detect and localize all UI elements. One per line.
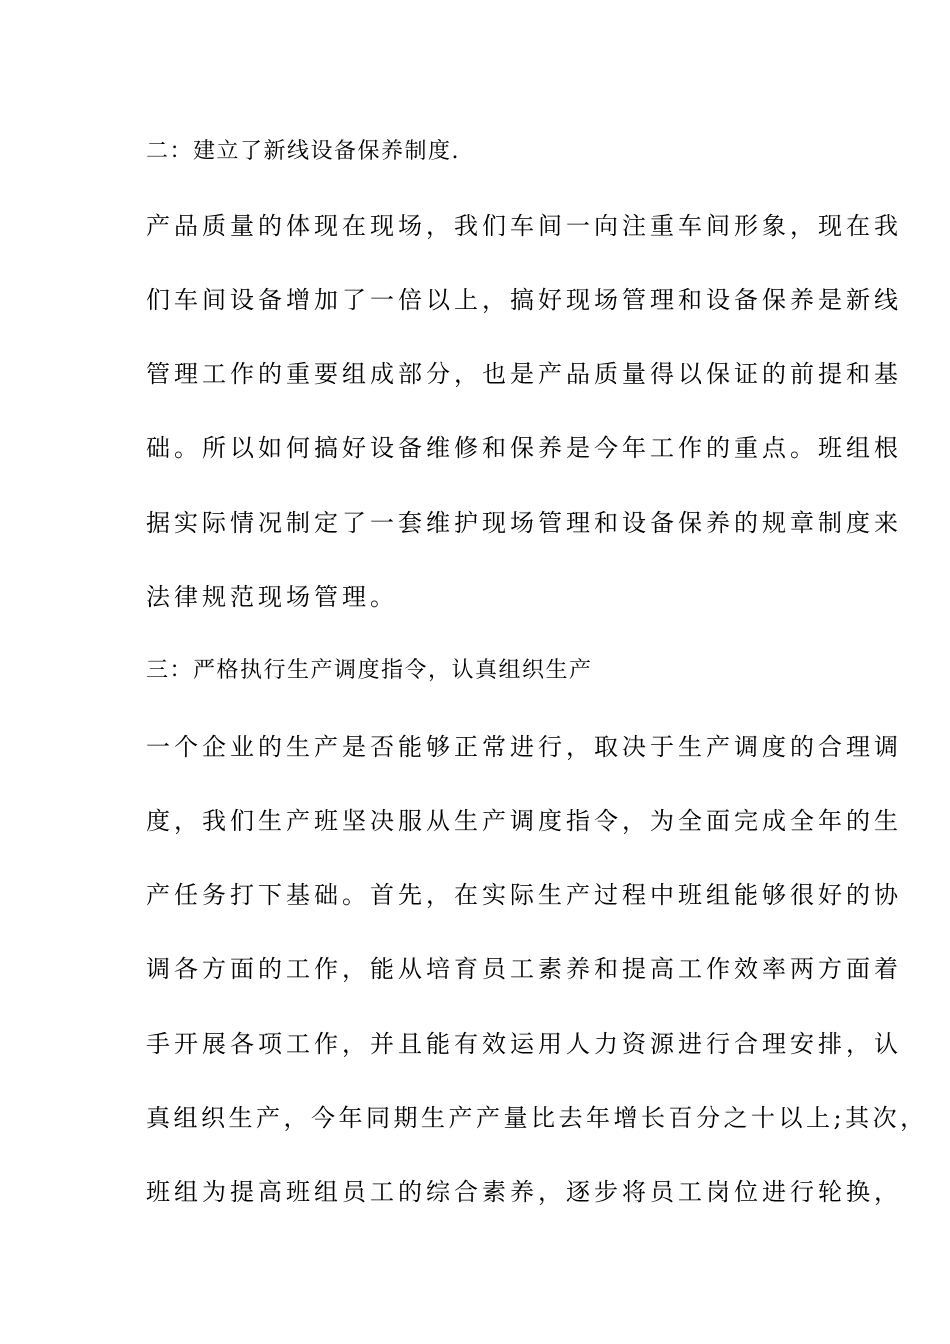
paragraph-line: 度，我们生产班坚决服从生产调度指令，为全面完成全年的生 bbox=[146, 807, 902, 835]
paragraph-line: 一个企业的生产是否能够正常进行，取决于生产调度的合理调 bbox=[146, 733, 902, 761]
paragraph-line: 产品质量的体现在现场，我们车间一向注重车间形象，现在我 bbox=[146, 212, 902, 240]
paragraph-line: 法律规范现场管理。 bbox=[146, 583, 398, 611]
paragraph-line: 手开展各项工作，并且能有效运用人力资源进行合理安排，认 bbox=[146, 1030, 902, 1058]
paragraph-line: 础。所以如何搞好设备维修和保养是今年工作的重点。班组根 bbox=[146, 434, 902, 462]
section-heading-3: 三：严格执行生产调度指令，认真组织生产 bbox=[146, 658, 593, 683]
paragraph-line: 班组为提高班组员工的综合素养，逐步将员工岗位进行轮换， bbox=[146, 1178, 902, 1206]
paragraph-line: 管理工作的重要组成部分，也是产品质量得以保证的前提和基 bbox=[146, 360, 902, 388]
paragraph-line: 们车间设备增加了一倍以上，搞好现场管理和设备保养是新线 bbox=[146, 286, 902, 314]
paragraph-line: 产任务打下基础。首先，在实际生产过程中班组能够很好的协 bbox=[146, 881, 902, 909]
paragraph-line: 真组织生产，今年同期生产产量比去年增长百分之十以上;其次， bbox=[146, 1104, 928, 1132]
paragraph-line: 据实际情况制定了一套维护现场管理和设备保养的规章制度来 bbox=[146, 509, 902, 537]
section-heading-2: 二：建立了新线设备保养制度. bbox=[146, 139, 460, 164]
paragraph-line: 调各方面的工作，能从培育员工素养和提高工作效率两方面着 bbox=[146, 955, 902, 983]
